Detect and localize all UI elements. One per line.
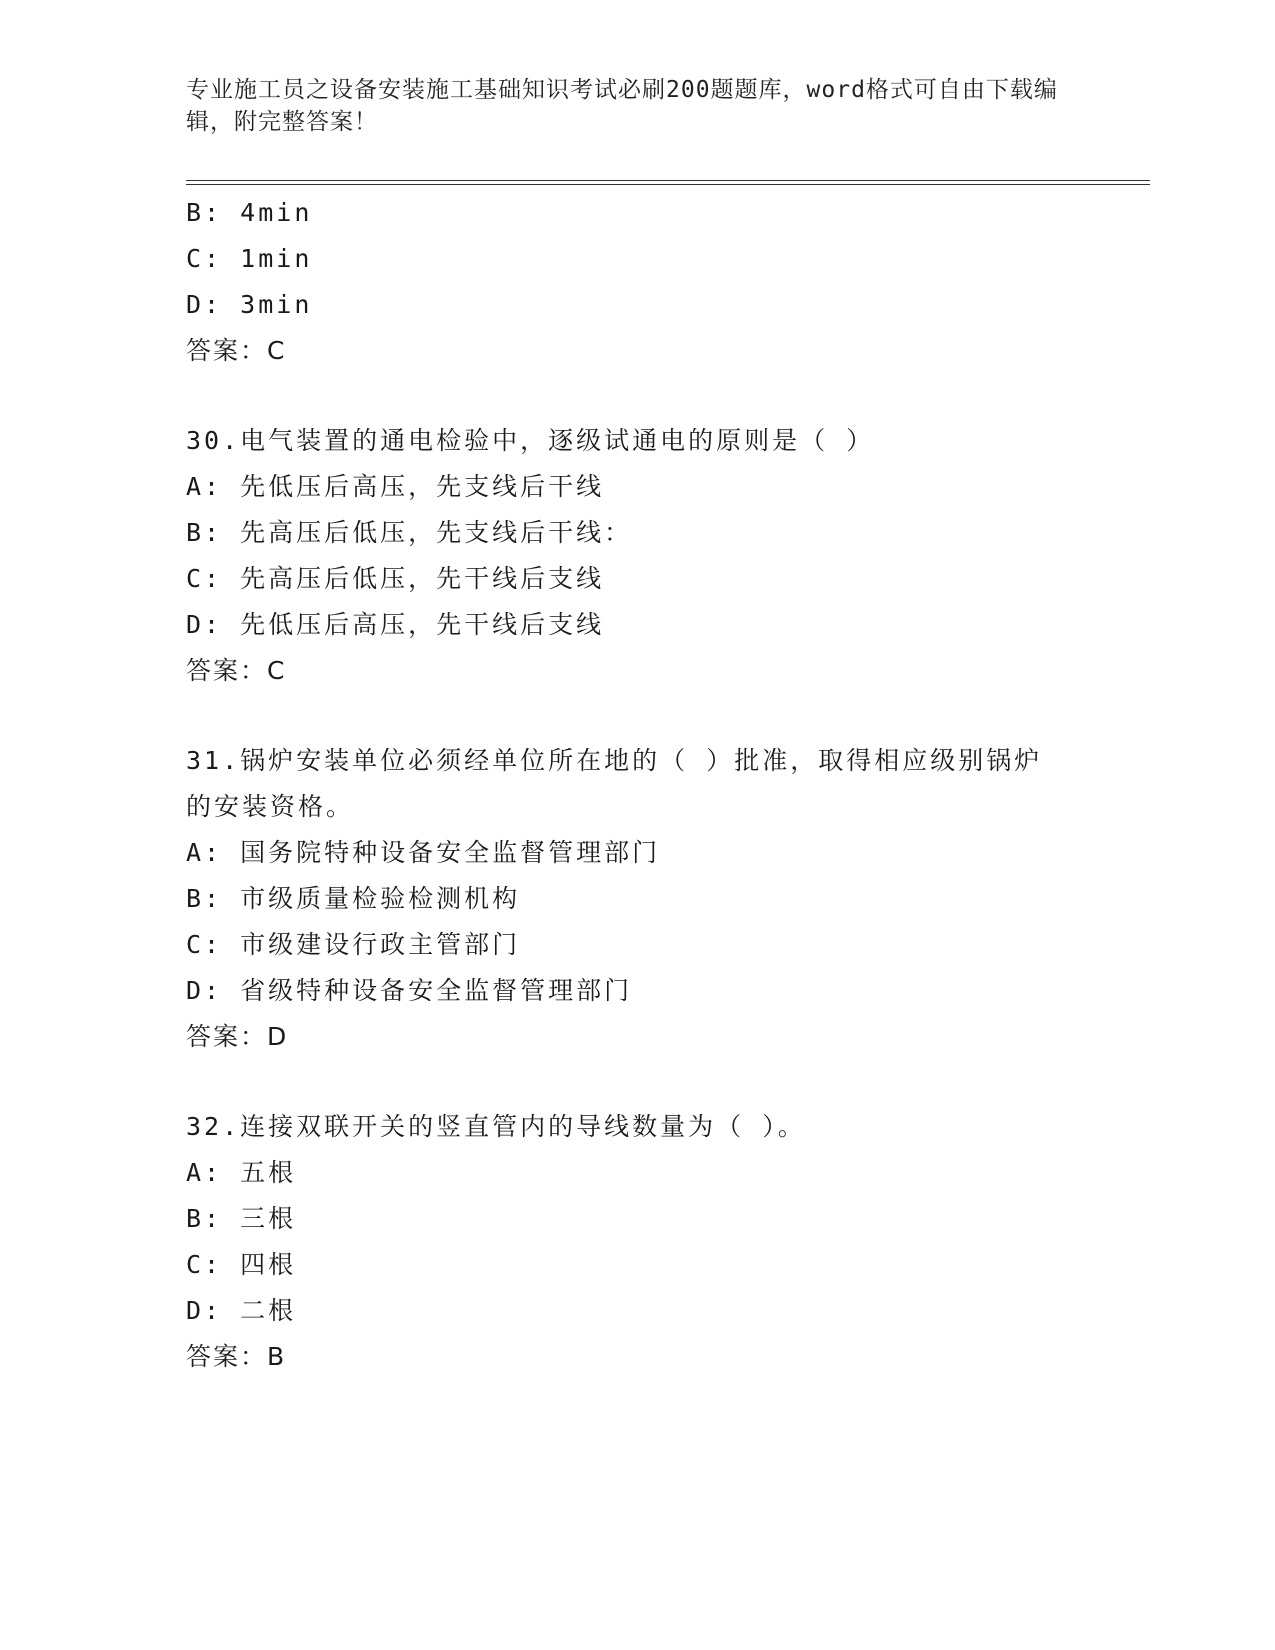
option-row — [186, 922, 1146, 968]
option-row — [186, 236, 1146, 282]
option-key: D: — [186, 976, 223, 1005]
option-row — [186, 556, 1146, 602]
option-key: B: — [186, 198, 223, 227]
question-text: 连接双联开关的竖直管内的导线数量为（ ）。 — [240, 1112, 806, 1141]
question-text: 电气装置的通电检验中，逐级试通电的原则是（ ） — [240, 426, 875, 455]
option-row — [186, 968, 1146, 1014]
option-key: D: — [186, 290, 223, 319]
question-stem — [186, 418, 1146, 464]
question-block-30 — [186, 418, 1146, 694]
answer-value: C — [267, 336, 287, 365]
question-number: 31. — [186, 746, 241, 775]
option-text: 省级特种设备安全监督管理部门 — [240, 976, 633, 1005]
option-row — [186, 1288, 1146, 1334]
option-text: 3min — [240, 290, 313, 319]
option-row — [186, 876, 1146, 922]
question-block-partial — [186, 190, 1146, 374]
answer-value: D — [267, 1022, 289, 1051]
answer-label: 答案： — [186, 656, 268, 685]
answer-row — [186, 648, 1146, 694]
option-key: C: — [186, 1250, 223, 1279]
option-text: 市级建设行政主管部门 — [240, 930, 521, 959]
option-text: 四根 — [240, 1250, 297, 1279]
header-rule-bottom — [186, 184, 1150, 185]
option-text: 1min — [240, 244, 313, 273]
option-key: A: — [186, 838, 223, 867]
question-stem — [186, 738, 1066, 830]
option-row — [186, 830, 1146, 876]
answer-label: 答案： — [186, 336, 268, 365]
option-key: D: — [186, 1296, 223, 1325]
answer-value: C — [267, 656, 287, 685]
option-key: C: — [186, 930, 223, 959]
answer-value: B — [267, 1342, 287, 1371]
option-row — [186, 282, 1146, 328]
option-text: 二根 — [240, 1296, 297, 1325]
option-key: B: — [186, 1204, 223, 1233]
option-key: C: — [186, 244, 223, 273]
option-text: 先高压后低压，先干线后支线 — [240, 564, 605, 593]
header-rule-top — [186, 180, 1150, 181]
option-text: 五根 — [240, 1158, 297, 1187]
answer-label: 答案： — [186, 1342, 268, 1371]
option-text: 国务院特种设备安全监督管理部门 — [240, 838, 661, 867]
option-row — [186, 1196, 1146, 1242]
question-text: 锅炉安装单位必须经单位所在地的（ ）批准，取得相应级别锅炉的安装资格。 — [186, 746, 1043, 821]
option-row — [186, 510, 1146, 556]
option-key: A: — [186, 472, 223, 501]
question-block-31 — [186, 738, 1146, 1060]
answer-row — [186, 328, 1146, 374]
answer-row — [186, 1334, 1146, 1380]
question-list — [186, 190, 1146, 1424]
question-number: 32. — [186, 1112, 241, 1141]
option-text: 三根 — [240, 1204, 297, 1233]
option-key: C: — [186, 564, 223, 593]
question-stem — [186, 1104, 1146, 1150]
option-row — [186, 602, 1146, 648]
option-text: 市级质量检验检测机构 — [240, 884, 521, 913]
option-row — [186, 1150, 1146, 1196]
option-key: B: — [186, 518, 223, 547]
question-block-32 — [186, 1104, 1146, 1380]
option-text: 先低压后高压，先干线后支线 — [240, 610, 605, 639]
option-text: 4min — [240, 198, 313, 227]
document-header: 专业施工员之设备安装施工基础知识考试必刷200题题库，word格式可自由下载编辑，附完整答案！ — [186, 77, 1058, 135]
question-number: 30. — [186, 426, 241, 455]
option-row — [186, 464, 1146, 510]
option-key: A: — [186, 1158, 223, 1187]
option-key: B: — [186, 884, 223, 913]
option-text: 先低压后高压，先支线后干线 — [240, 472, 605, 501]
option-row — [186, 1242, 1146, 1288]
answer-row — [186, 1014, 1146, 1060]
answer-label: 答案： — [186, 1022, 268, 1051]
option-row — [186, 190, 1146, 236]
option-key: D: — [186, 610, 223, 639]
option-text: 先高压后低压，先支线后干线： — [240, 518, 633, 547]
